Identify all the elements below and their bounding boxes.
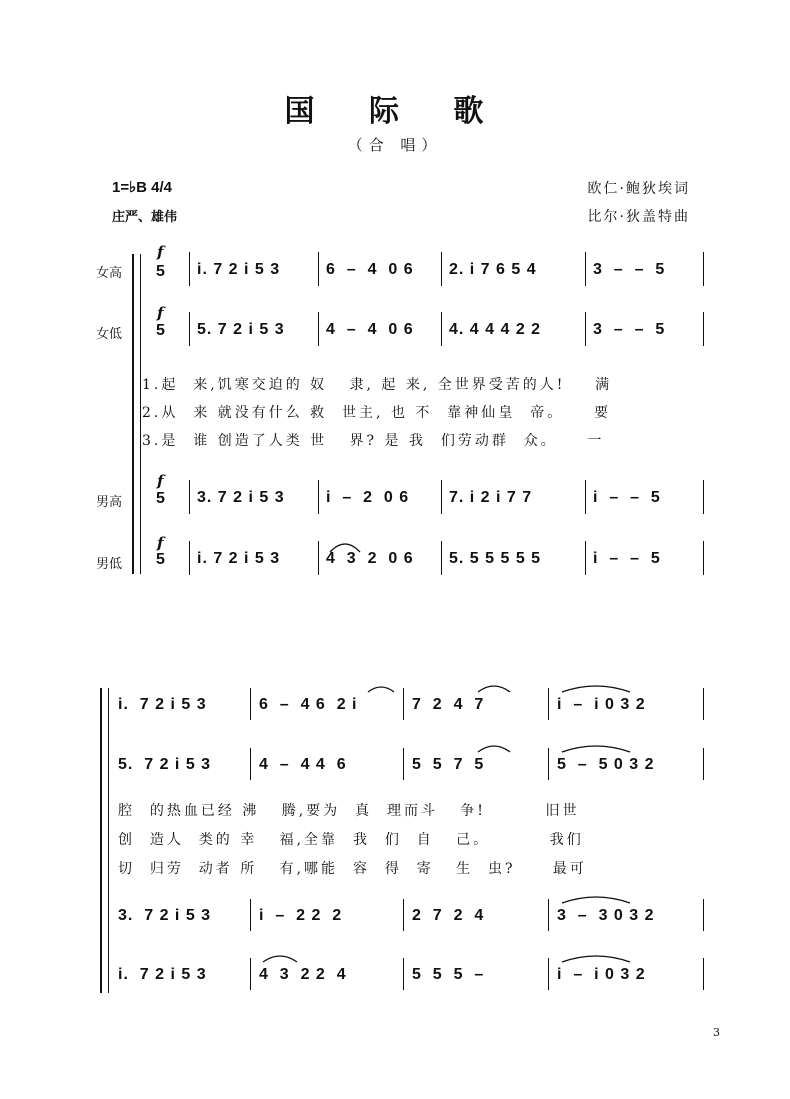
measure: 6 – 4 6 2 i — [259, 696, 358, 713]
song-subtitle: （合 唱） — [347, 136, 443, 154]
measure: i – – 5 — [593, 489, 661, 506]
measure: 5 5 5 – — [412, 966, 485, 983]
measure: i – i 0 3 2 — [557, 696, 646, 713]
lyric-line: 2.从 来 就没有什么 救 世主, 也 不 靠神仙皇 帝。 要 — [142, 405, 612, 421]
measure: 5 5 7 5 — [412, 756, 485, 773]
pickup-bass: 5 — [156, 551, 165, 568]
measure: 3 – – 5 — [593, 321, 666, 338]
measure: 2. i 7 6 5 4 — [449, 261, 537, 278]
lyric-line: 3.是 谁 创造了人类 世 界? 是 我 们劳动群 众。 一 — [142, 433, 605, 449]
dynamic-alto: f — [157, 304, 164, 322]
measure: i. 7 2 i 5 3 — [197, 261, 281, 278]
measure: i. 7 2 i 5 3 — [118, 966, 207, 983]
measure: 5. 7 2 i 5 3 — [197, 321, 285, 338]
dynamic-sop: f — [157, 243, 164, 261]
pickup-sop: 5 — [156, 263, 165, 280]
measure: i – 2 0 6 — [326, 489, 410, 506]
lyric-line: 1.起 来,饥寒交迫的 奴 隶, 起 来, 全世界受苦的人! 满 — [142, 377, 613, 393]
measure: i – 2 2 2 — [259, 907, 343, 924]
measure: 3. 7 2 i 5 3 — [118, 907, 212, 924]
composer-credit: 比尔·狄盖特曲 — [587, 209, 690, 225]
voice-label-ten: 男高 — [96, 495, 123, 510]
song-title: 国 际 歌 — [284, 94, 506, 129]
page-number: 3 — [713, 1026, 720, 1039]
measure: i. 7 2 i 5 3 — [118, 696, 207, 713]
dynamic-ten: f — [157, 472, 164, 490]
measure: 4 3 2 2 4 — [259, 966, 347, 983]
measure: 3 – – 5 — [593, 261, 666, 278]
lyric-line: 创 造人 类的 幸 福,全靠 我 们 自 己。 我们 — [118, 832, 584, 848]
pickup-ten: 5 — [156, 490, 165, 507]
measure: 4. 4 4 4 2 2 — [449, 321, 542, 338]
measure: 4 – 4 4 6 — [259, 756, 347, 773]
voice-label-alto: 女低 — [96, 327, 123, 342]
lyric-line: 切 归劳 动者 所 有,哪能 容 得 寄 生 虫? 最可 — [118, 861, 587, 877]
measure: 3. 7 2 i 5 3 — [197, 489, 285, 506]
tempo-mark: 庄严、雄伟 — [112, 210, 178, 225]
measure: 5 – 5 0 3 2 — [557, 756, 655, 773]
measure: i – i 0 3 2 — [557, 966, 646, 983]
key-signature: 1=♭B 4/4 — [112, 179, 173, 196]
measure: 7. i 2 i 7 7 — [449, 489, 533, 506]
measure: i – – 5 — [593, 550, 661, 567]
lyric-line: 腔 的热血已经 沸 腾,要为 真 理而斗 争! 旧世 — [118, 803, 580, 819]
measure: 3 – 3 0 3 2 — [557, 907, 655, 924]
measure: 6 – 4 0 6 — [326, 261, 414, 278]
voice-label-sop: 女高 — [96, 266, 123, 281]
measure: 5. 5 5 5 5 5 — [449, 550, 542, 567]
dynamic-bass: f — [157, 534, 164, 552]
measure: 5. 7 2 i 5 3 — [118, 756, 212, 773]
measure: 4 3 2 0 6 — [326, 550, 414, 567]
measure: 2 7 2 4 — [412, 907, 485, 924]
measure: i. 7 2 i 5 3 — [197, 550, 281, 567]
lyricist-credit: 欧仁·鲍狄埃词 — [587, 181, 690, 197]
measure: 7 2 4 7 — [412, 696, 485, 713]
measure: 4 – 4 0 6 — [326, 321, 414, 338]
voice-label-bass: 男低 — [96, 557, 123, 572]
pickup-alto: 5 — [156, 322, 165, 339]
